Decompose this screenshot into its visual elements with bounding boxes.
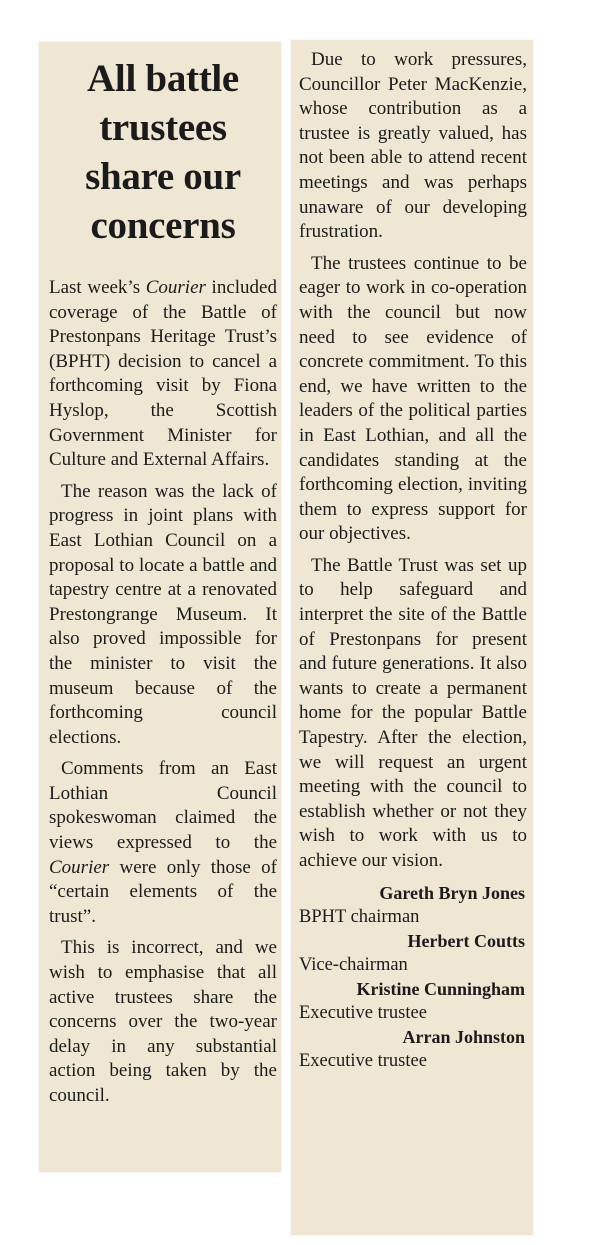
headline-line: share our — [85, 155, 241, 198]
paragraph: The Battle Trust was set up to help safeguard and interpret the site of the Battle of Prestonpans for present and future generations. It also wants to create a permanent home for the popular Battle Tapestry. After the election, we will request an urgent meeting with the council to establish whether or not they wish to work with us to achieve our vision. — [299, 554, 527, 871]
paragraph: Last week’s Courier included coverage of the Battle of Prestonpans Heritage Trust’s (BPHT) decision to cancel a forthcoming visit by Fiona Hyslop, the Scottish Government Minister for Culture and External Affairs. — [49, 277, 277, 471]
paragraph: The trustees continue to be eager to work in co-operation with the council but now need to see evidence of concrete commitment. To this end, we have written to the leaders of the political parties in East Lothian, and all the candidates standing at the forthcoming election, inviting them to express support for our objectives. — [299, 252, 527, 545]
signatory-name: Kristine Cunningham — [356, 978, 525, 999]
headline-line: All battle — [87, 57, 239, 100]
signature-block — [299, 881, 527, 1073]
paragraph: This is incorrect, and we wish to emphasise that all active trustees share the concerns over the two-year delay in any substantial action being taken by the council. — [49, 937, 277, 1106]
signatory-role: Vice-chairman — [299, 954, 408, 975]
paragraph: The reason was the lack of progress in joint plans with East Lothian Council on a proposal to locate a battle and tapestry centre at a renovated Prestongrange Museum. It also proved impossible for the minister to visit the museum because of the forthcoming council elections. — [49, 480, 277, 748]
signatory-name: Herbert Coutts — [407, 930, 525, 951]
signatory-role: Executive trustee — [299, 1002, 427, 1023]
headline-line: trustees — [99, 106, 227, 149]
signatory-role: Executive trustee — [299, 1050, 427, 1071]
signatory-role: BPHT chairman — [299, 906, 420, 927]
article-column-right — [291, 40, 533, 1235]
headline — [49, 54, 277, 250]
publication-name: Courier — [145, 277, 206, 298]
headline-line: concerns — [90, 204, 236, 247]
paragraph: Due to work pressures, Councillor Peter MacKenzie, whose contribution as a trustee is greatly valued, has not been able to attend recent meetings and was perhaps unaware of our developing frustration. — [299, 49, 527, 243]
paragraph: Comments from an East Lothian Council spokeswoman claimed the views expressed to the Courier were only those of “certain elements of the trust”. — [49, 758, 277, 927]
article-column-left — [39, 42, 281, 1172]
publication-name: Courier — [49, 856, 110, 878]
signatory-name: Gareth Bryn Jones — [379, 882, 525, 903]
signatory-name: Arran Johnston — [402, 1026, 525, 1047]
